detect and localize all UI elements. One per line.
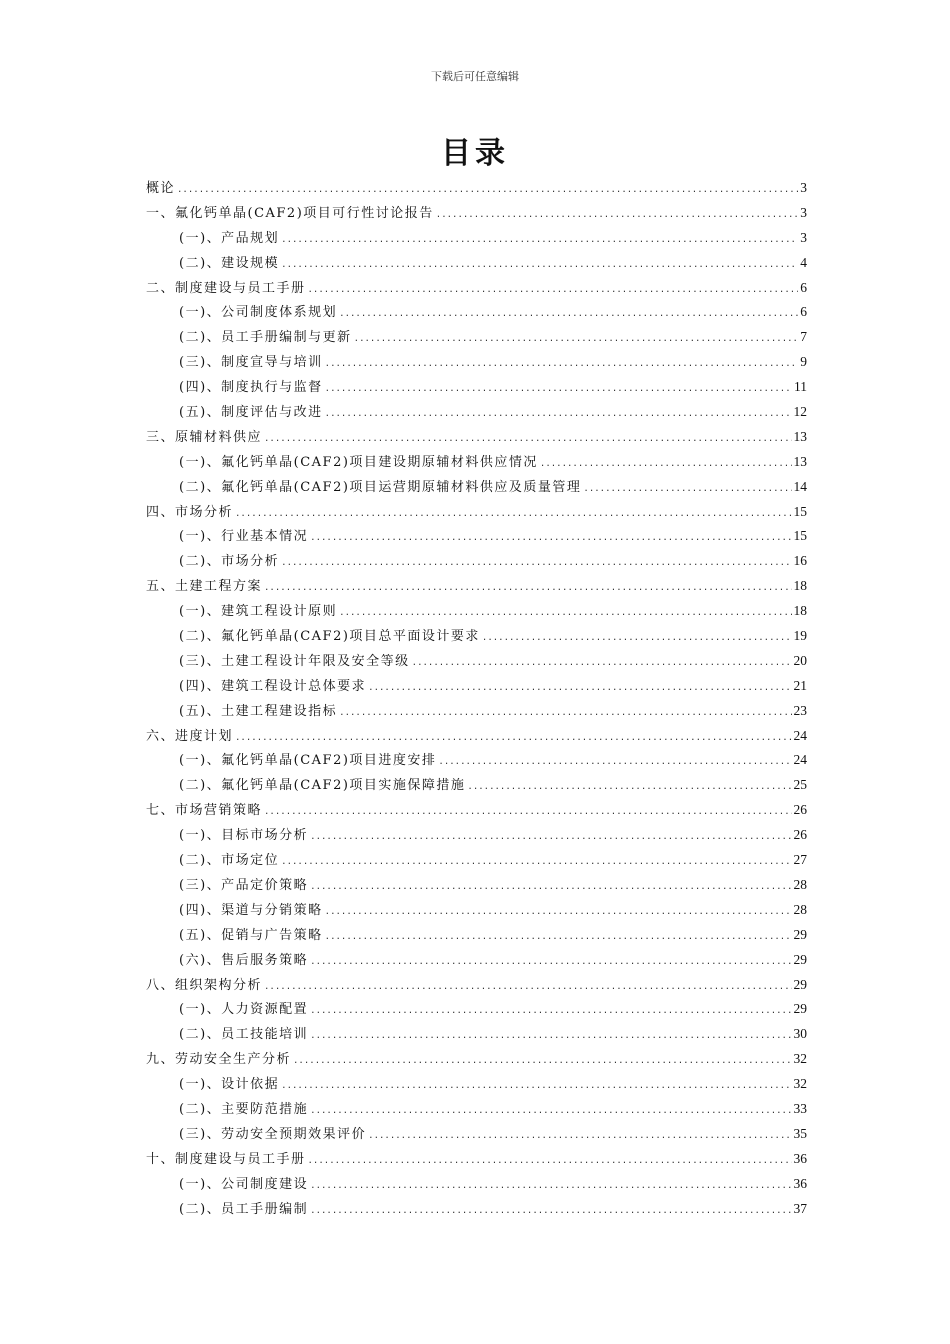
toc-entry[interactable]	[146, 574, 807, 599]
toc-entry-title: (四)、渠道与分销策略	[179, 902, 323, 918]
toc-leader-dots	[281, 551, 791, 576]
toc-entry-title: (一)、设计依据	[179, 1077, 280, 1093]
toc-entry[interactable]	[146, 1197, 807, 1222]
toc-entry-title: (三)、土建工程设计年限及安全等级	[179, 653, 410, 669]
toc-entry-page-number: 18	[793, 578, 807, 594]
toc-entry-title: (一)、公司制度建设	[179, 1176, 309, 1192]
toc-entry[interactable]	[146, 873, 807, 898]
toc-leader-dots	[540, 452, 792, 477]
toc-entry[interactable]	[146, 923, 807, 948]
toc-leader-dots	[467, 775, 791, 800]
page-title: 目录	[441, 136, 509, 171]
toc-leader-dots	[310, 1174, 791, 1199]
toc-entry-page-number: 21	[793, 677, 807, 693]
toc-entry-title: (一)、行业基本情况	[179, 529, 309, 545]
toc-entry-title: (一)、人力资源配置	[179, 1002, 309, 1018]
toc-leader-dots	[438, 750, 791, 775]
toc-entry[interactable]	[146, 500, 807, 525]
toc-entry[interactable]	[146, 251, 807, 276]
toc-entry[interactable]	[146, 450, 807, 475]
toc-entry-page-number: 28	[793, 901, 807, 917]
toc-entry-page-number: 15	[793, 528, 807, 544]
toc-entry[interactable]	[146, 699, 807, 724]
toc-leader-dots	[310, 1099, 791, 1124]
toc-leader-dots	[339, 701, 791, 726]
toc-entry-page-number: 3	[800, 204, 807, 220]
toc-leader-dots	[354, 327, 799, 352]
toc-entry[interactable]	[146, 624, 807, 649]
toc-leader-dots	[281, 850, 791, 875]
toc-entry-page-number: 4	[800, 254, 807, 270]
toc-leader-dots	[325, 352, 799, 377]
toc-entry-title: (三)、制度宣导与培训	[179, 355, 323, 371]
toc-entry[interactable]	[146, 276, 807, 301]
toc-leader-dots	[310, 825, 791, 850]
toc-entry-page-number: 15	[793, 503, 807, 519]
toc-entry-page-number: 29	[793, 976, 807, 992]
toc-entry[interactable]	[146, 773, 807, 798]
toc-entry-title: (一)、氟化钙单晶(CAF2)项目建设期原辅材料供应情况	[179, 454, 538, 470]
toc-entry[interactable]	[146, 674, 807, 699]
toc-entry[interactable]	[146, 748, 807, 773]
toc-leader-dots	[310, 875, 791, 900]
toc-entry-page-number: 3	[800, 229, 807, 245]
toc-entry-title: (一)、建筑工程设计原则	[179, 604, 338, 620]
toc-leader-dots	[310, 526, 791, 551]
toc-entry-page-number: 6	[800, 279, 807, 295]
toc-entry-title: (二)、市场定位	[179, 853, 280, 869]
toc-entry-page-number: 29	[793, 951, 807, 967]
toc-entry[interactable]	[146, 798, 807, 823]
toc-entry[interactable]	[146, 475, 807, 500]
toc-entry-title: (二)、主要防范措施	[179, 1101, 309, 1117]
toc-entry-title: (四)、建筑工程设计总体要求	[179, 678, 367, 694]
toc-entry-page-number: 13	[793, 428, 807, 444]
toc-entry[interactable]	[146, 1047, 807, 1072]
toc-entry-title: (六)、售后服务策略	[179, 952, 309, 968]
toc-entry-page-number: 26	[793, 802, 807, 818]
toc-leader-dots	[325, 925, 792, 950]
toc-entry-title: 一、氟化钙单晶(CAF2)项目可行性讨论报告	[146, 205, 434, 221]
toc-leader-dots	[310, 1024, 791, 1049]
toc-entry-page-number: 24	[793, 727, 807, 743]
toc-entry[interactable]	[146, 300, 807, 325]
toc-leader-dots	[293, 1049, 791, 1074]
toc-leader-dots	[368, 676, 791, 701]
toc-entry[interactable]	[146, 997, 807, 1022]
toc-leader-dots	[436, 203, 798, 228]
toc-entry-title: 概论	[146, 181, 176, 196]
toc-entry-title: (一)、氟化钙单晶(CAF2)项目进度安排	[179, 753, 437, 769]
toc-entry[interactable]	[146, 201, 807, 226]
toc-entry-page-number: 12	[793, 404, 807, 420]
toc-entry-page-number: 25	[793, 777, 807, 793]
toc-entry[interactable]	[146, 1147, 807, 1172]
toc-entry-title: (二)、建设规模	[179, 255, 280, 271]
toc-leader-dots	[482, 626, 792, 651]
toc-leader-dots	[264, 427, 791, 452]
toc-entry-page-number: 23	[793, 702, 807, 718]
toc-entry[interactable]	[146, 425, 807, 450]
toc-entry[interactable]	[146, 226, 807, 251]
toc-leader-dots	[325, 377, 792, 402]
toc-entry[interactable]	[146, 898, 807, 923]
toc-leader-dots	[310, 950, 791, 975]
toc-entry-page-number: 33	[793, 1100, 807, 1116]
toc-leader-dots	[339, 302, 798, 327]
toc-leader-dots	[264, 800, 791, 825]
toc-entry-title: 九、劳动安全生产分析	[146, 1052, 292, 1068]
toc-leader-dots	[177, 178, 798, 203]
toc-leader-dots	[308, 278, 799, 303]
toc-entry-page-number: 16	[793, 553, 807, 569]
toc-entry-page-number: 36	[793, 1175, 807, 1191]
toc-entry-page-number: 18	[793, 603, 807, 619]
toc-entry[interactable]	[146, 524, 807, 549]
toc-entry-page-number: 13	[793, 453, 807, 469]
toc-entry-page-number: 6	[800, 304, 807, 320]
toc-entry-title: (二)、氟化钙单晶(CAF2)项目总平面设计要求	[179, 629, 480, 645]
toc-entry[interactable]	[146, 1097, 807, 1122]
toc-entry-title: (二)、员工手册编制与更新	[179, 330, 352, 346]
toc-entry-title: (五)、促销与广告策略	[179, 927, 323, 943]
toc-entry[interactable]	[146, 948, 807, 973]
toc-entry-page-number: 32	[793, 1076, 807, 1092]
toc-entry-title: (三)、产品定价策略	[179, 877, 309, 893]
toc-entry-page-number: 3	[800, 180, 807, 195]
toc-entry-page-number: 30	[793, 1026, 807, 1042]
toc-leader-dots	[308, 1149, 792, 1174]
toc-leader-dots	[310, 999, 791, 1024]
toc-entry[interactable]	[146, 176, 807, 201]
toc-leader-dots	[235, 502, 791, 527]
toc-entry-page-number: 9	[800, 354, 807, 370]
toc-entry-title: 七、市场营销策略	[146, 803, 263, 819]
toc-entry-page-number: 29	[793, 1001, 807, 1017]
toc-entry-page-number: 36	[793, 1150, 807, 1166]
toc-entry-title: (一)、公司制度体系规划	[179, 305, 338, 321]
toc-entry-title: (四)、制度执行与监督	[179, 380, 323, 396]
toc-entry-page-number: 7	[800, 329, 807, 345]
toc-entry[interactable]	[146, 350, 807, 375]
toc-entry-title: 二、制度建设与员工手册	[146, 280, 306, 296]
toc-entry[interactable]	[146, 848, 807, 873]
toc-entry-title: (二)、员工技能培训	[179, 1027, 309, 1043]
toc-entry-page-number: 27	[793, 852, 807, 868]
toc-leader-dots	[281, 228, 798, 253]
toc-entry-title: (二)、员工手册编制	[179, 1201, 309, 1217]
toc-entry[interactable]	[146, 549, 807, 574]
toc-entry-title: (二)、氟化钙单晶(CAF2)项目运营期原辅材料供应及质量管理	[179, 479, 582, 495]
toc-entry-page-number: 35	[793, 1125, 807, 1141]
toc-entry[interactable]	[146, 1122, 807, 1147]
toc-entry-title: 四、市场分析	[146, 504, 234, 520]
toc-entry-title: 三、原辅材料供应	[146, 429, 263, 445]
toc-leader-dots	[281, 1074, 791, 1099]
table-of-contents	[146, 176, 807, 1221]
toc-entry-title: 五、土建工程方案	[146, 579, 263, 595]
toc-entry-title: 六、进度计划	[146, 728, 234, 744]
toc-entry-title: 十、制度建设与员工手册	[146, 1151, 306, 1167]
toc-entry[interactable]	[146, 400, 807, 425]
toc-entry-page-number: 37	[793, 1200, 807, 1216]
toc-leader-dots	[281, 253, 798, 278]
toc-entry[interactable]	[146, 375, 807, 400]
toc-entry-page-number: 11	[794, 379, 807, 395]
toc-entry-page-number: 20	[793, 652, 807, 668]
toc-entry-page-number: 14	[793, 478, 807, 494]
toc-leader-dots	[264, 576, 791, 601]
toc-entry-page-number: 32	[793, 1051, 807, 1067]
toc-entry-title: (二)、市场分析	[179, 554, 280, 570]
toc-entry[interactable]	[146, 823, 807, 848]
toc-entry[interactable]	[146, 325, 807, 350]
toc-entry-page-number: 28	[793, 876, 807, 892]
toc-entry-title: 八、组织架构分析	[146, 977, 263, 993]
toc-entry-title: (三)、劳动安全预期效果评价	[179, 1126, 367, 1142]
toc-leader-dots	[412, 651, 792, 676]
toc-entry-page-number: 24	[793, 752, 807, 768]
toc-leader-dots	[325, 900, 792, 925]
toc-entry-title: (二)、氟化钙单晶(CAF2)项目实施保障措施	[179, 778, 466, 794]
toc-entry-title: (五)、制度评估与改进	[179, 405, 323, 421]
toc-entry-page-number: 26	[793, 827, 807, 843]
toc-entry[interactable]	[146, 1072, 807, 1097]
toc-entry-title: (五)、土建工程建设指标	[179, 703, 338, 719]
toc-entry-title: (一)、目标市场分析	[179, 828, 309, 844]
toc-leader-dots	[310, 1199, 791, 1224]
toc-entry[interactable]	[146, 649, 807, 674]
toc-entry[interactable]	[146, 599, 807, 624]
toc-entry-page-number: 29	[793, 926, 807, 942]
toc-entry[interactable]	[146, 724, 807, 749]
toc-entry[interactable]	[146, 1022, 807, 1047]
toc-leader-dots	[583, 477, 791, 502]
toc-entry[interactable]	[146, 1172, 807, 1197]
toc-leader-dots	[264, 975, 791, 1000]
toc-leader-dots	[325, 402, 792, 427]
toc-leader-dots	[339, 601, 791, 626]
toc-entry[interactable]	[146, 973, 807, 998]
toc-entry-title: (一)、产品规划	[179, 230, 280, 246]
toc-leader-dots	[368, 1124, 791, 1149]
toc-entry-page-number: 19	[793, 628, 807, 644]
page-header: 下载后可任意编辑	[431, 70, 519, 83]
toc-leader-dots	[235, 726, 791, 751]
